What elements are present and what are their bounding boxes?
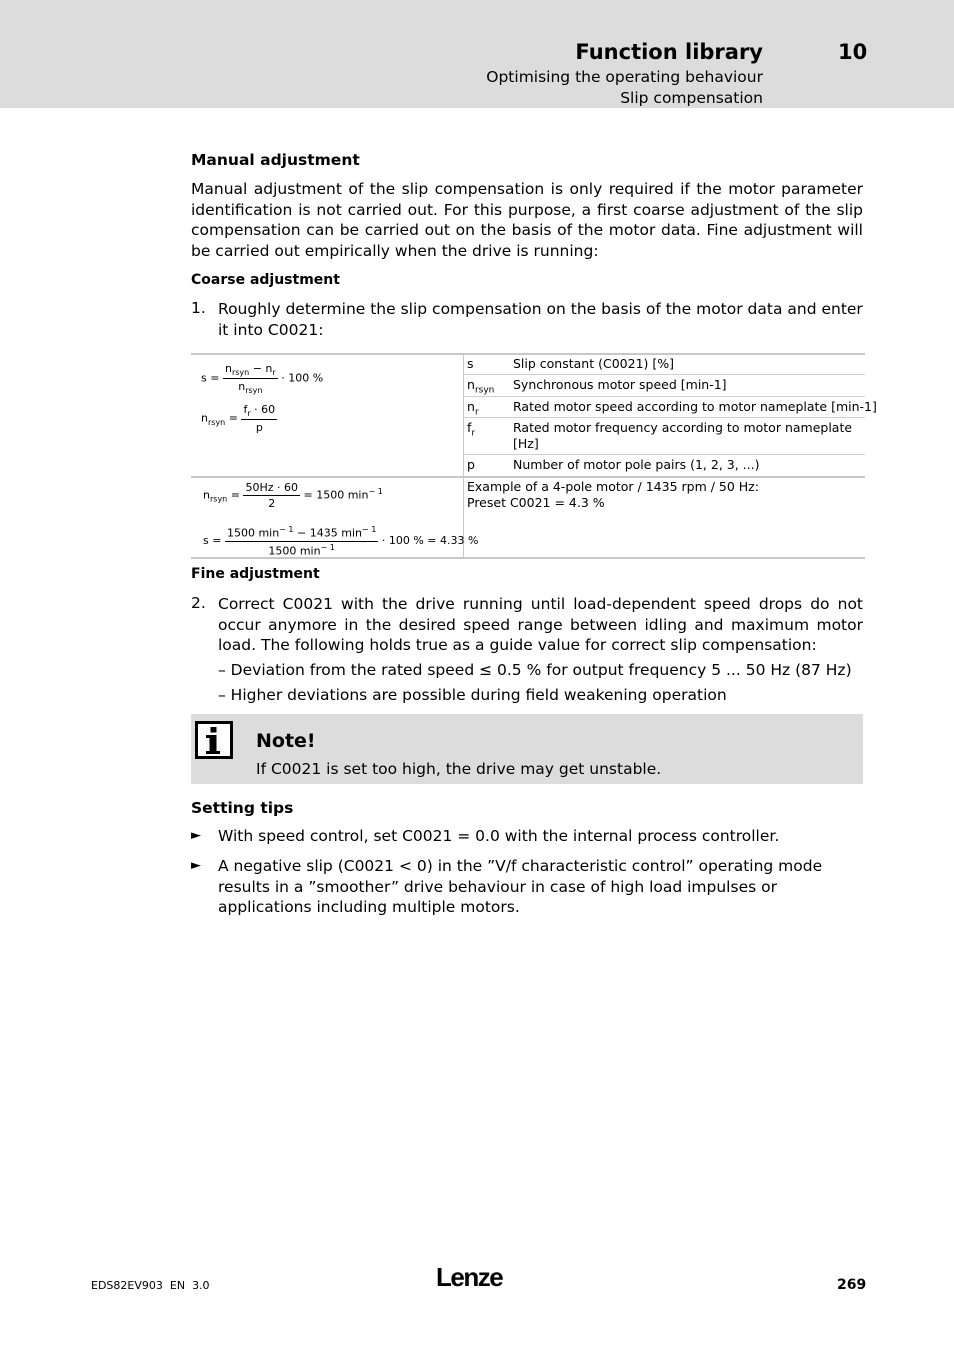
info-icon: [195, 721, 229, 755]
manual-adjustment-heading: Manual adjustment: [191, 151, 360, 169]
legend-symbol-s: s: [467, 356, 474, 371]
example-text: Example of a 4-pole motor / 1435 rpm / 50 Hz: Preset C0021 = 4.3 %: [467, 479, 759, 510]
tip-text: A negative slip (C0021 < 0) in the ”V/f characteristic control” operating mode results in a ”smoother” drive behaviour in case of high load impulses or applications including multiple motors.: [218, 857, 823, 917]
fine-adjustment-heading: Fine adjustment: [191, 566, 320, 582]
step-number: 2.: [191, 594, 206, 612]
legend-symbol-nrsyn: $n_{rsyn}$: [467, 377, 495, 396]
header-band: [0, 0, 954, 108]
legend-desc-nrsyn: Synchronous motor speed [min-1]: [513, 377, 727, 392]
sync-speed-formula: $n_{rsyn}$ = $\frac{f_r \cdot 60}{p}$: [201, 403, 276, 435]
manual-adjustment-paragraph: Manual adjustment of the slip compensation is only required if the motor parameter identification is not carried out. For this purpose, a first coarse adjustment of the slip compensation can be carried out on the basis of the motor data. Fine adjustment will be carried out empirically when the drive is running:: [191, 180, 863, 260]
setting-tips-heading: Setting tips: [191, 799, 294, 817]
note-text: If C0021 is set too high, the drive may get unstable.: [256, 760, 662, 778]
step-number: 1.: [191, 299, 206, 317]
legend-symbol-p: p: [467, 457, 475, 472]
section-subtitle: Optimising the operating behaviour: [486, 68, 763, 86]
step-text: Correct C0021 with the drive running until load-dependent speed drops do not occur anymore in the desired speed range between idling and maximum motor load. The following holds true as a guide value for correct slip compensation:: [218, 595, 863, 655]
chapter-title: Function library: [575, 40, 763, 64]
guide-value-1: – Deviation from the rated speed ≤ 0.5 % for output frequency 5 ... 50 Hz (87 Hz): [218, 661, 852, 679]
bullet-arrow-icon: ►: [191, 828, 201, 843]
legend-desc-nr: Rated motor speed according to motor nameplate [min-1]: [513, 399, 877, 414]
document-id: EDS82EV903 EN 3.0: [91, 1279, 210, 1292]
legend-symbol-fr: $f_r$: [467, 420, 476, 439]
legend-desc-p: Number of motor pole pairs (1, 2, 3, ...): [513, 457, 760, 472]
step-text: Roughly determine the slip compensation on the basis of the motor data and enter it into C0021:: [218, 300, 863, 339]
example-sync-speed-formula: $n_{rsyn}$ = $\frac{50Hz \cdot 60}{2}$ = 1500 $\min^{- 1}$: [203, 481, 383, 510]
tip-item: [191, 856, 863, 920]
note-title: Note!: [256, 730, 316, 752]
step-1: [191, 299, 863, 341]
tip-text: With speed control, set C0021 = 0.0 with the internal process controller.: [218, 827, 780, 845]
chapter-number: 10: [838, 40, 868, 64]
legend-desc-fr: Rated motor frequency according to motor nameplate [Hz]: [513, 420, 853, 451]
guide-value-2: – Higher deviations are possible during field weakening operation: [218, 686, 727, 704]
legend-desc-s: Slip constant (C0021) [%]: [513, 356, 674, 371]
tip-item: [191, 826, 863, 848]
subsection-subtitle: Slip compensation: [620, 89, 763, 107]
example-slip-formula: s = $\frac{1500 \min^{- 1} - 1435 \min^{- 1}}{1500 \min^{- 1}}$ · 100 % = 4.33 %: [203, 525, 479, 558]
bullet-arrow-icon: ►: [191, 858, 201, 873]
slip-formula: s = $\frac{n_{rsyn} - n_r}{n_{rsyn}}$ · 100 %: [201, 362, 324, 396]
lenze-logo: Lenze: [436, 1262, 503, 1292]
page-number: 269: [837, 1277, 867, 1293]
legend-symbol-nr: $n_r$: [467, 399, 479, 418]
coarse-adjustment-heading: Coarse adjustment: [191, 272, 340, 288]
step-2: [191, 594, 863, 658]
